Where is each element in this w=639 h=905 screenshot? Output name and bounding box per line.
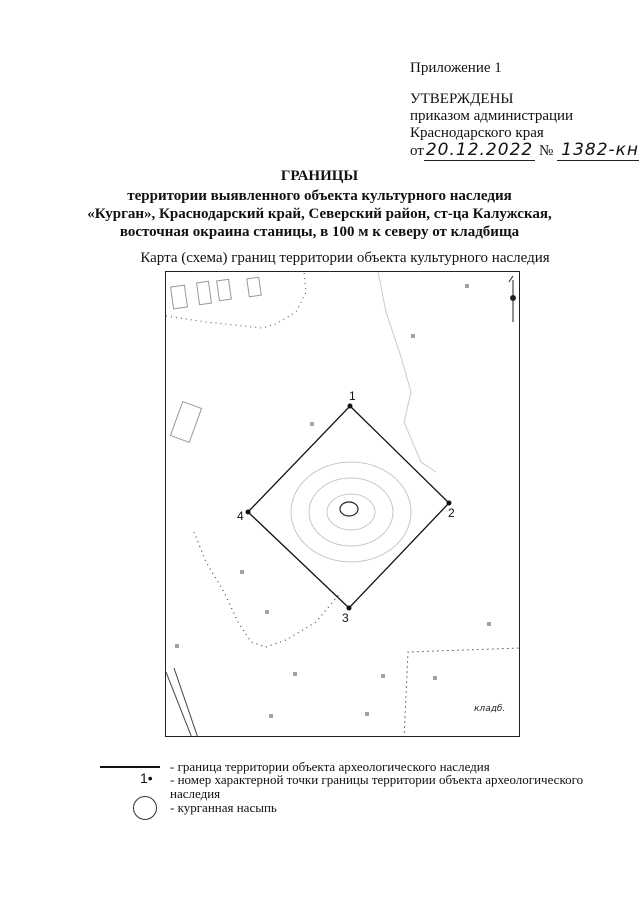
point-label-3: 3 — [342, 611, 349, 625]
road-dots-top — [166, 272, 306, 328]
document-title — [0, 167, 639, 241]
grass-marks — [176, 284, 490, 718]
legend-point-symbol: 1• — [140, 770, 153, 786]
title-main: ГРАНИЦЫ — [280, 168, 359, 184]
map-caption: Карта (схема) границ территории объекта культурного наследия — [140, 250, 550, 266]
legend-point-text-1: - номер характерной точки границы территории объекта археологического — [170, 772, 584, 787]
approval-date-line — [410, 142, 639, 160]
mound-icon — [340, 502, 358, 516]
legend-point-text-2: наследия — [170, 786, 221, 801]
north-arrow-icon — [509, 276, 516, 322]
approval-block — [410, 60, 639, 160]
mound-contours — [291, 462, 411, 562]
approval-order-line: приказом администрации — [410, 108, 574, 124]
title-line-2: «Курган», Краснодарский край, Северский район, ст-ца Калужская, — [87, 206, 552, 222]
legend-mound-text: - курганная насыпь — [170, 800, 277, 815]
map-drawing — [166, 272, 520, 737]
approval-region-line: Краснодарского края — [410, 125, 544, 141]
cemetery-label: кладб. — [474, 704, 506, 714]
legend-boundary-text: - граница территории объекта археологического наследия — [170, 759, 490, 774]
handwritten-number: 1382-кн — [557, 140, 639, 161]
road-dots-bottom — [194, 532, 341, 647]
appendix-label: Приложение 1 — [410, 60, 502, 76]
buildings — [170, 277, 261, 442]
title-line-1: территории выявленного объекта культурного наследия — [127, 188, 512, 204]
boundary-points — [246, 404, 452, 611]
road-lines — [166, 668, 198, 737]
date-prefix: от — [410, 143, 424, 159]
boundary-map — [165, 271, 520, 737]
legend-boundary-line — [100, 766, 160, 768]
point-label-4: 4 — [237, 509, 244, 523]
point-label-2: 2 — [448, 506, 455, 520]
approved-label: УТВЕРЖДЕНЫ — [410, 91, 514, 107]
boundary-polygon — [248, 406, 449, 608]
point-label-1: 1 — [349, 389, 356, 403]
number-sign: № — [538, 143, 554, 159]
handwritten-date: 20.12.2022 — [425, 140, 534, 160]
cemetery-outline — [404, 648, 520, 737]
title-line-3: восточная окраина станицы, в 100 м к северу от кладбища — [119, 224, 520, 240]
legend-mound-icon — [133, 796, 157, 820]
